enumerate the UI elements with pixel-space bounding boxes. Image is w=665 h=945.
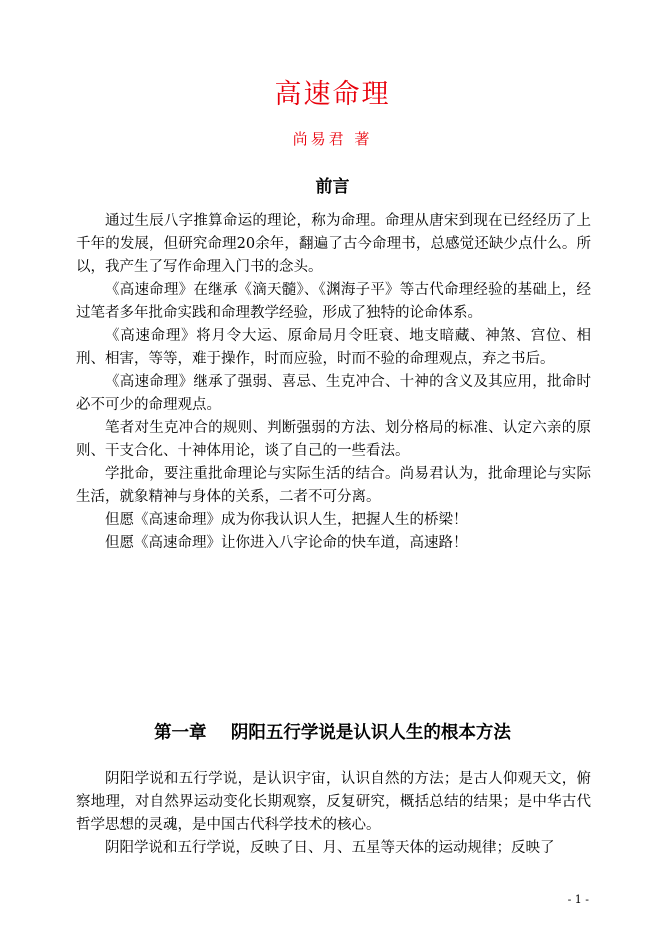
preface-paragraph: 通过生辰八字推算命运的理论，称为命理。命理从唐宋到现在已经经历了上千年的发展，但研究命理20余年，翻遍了古今命理书，总感觉还缺少点什么。所以，我产生了写作命理入门书的念头。 <box>76 213 591 275</box>
page-number: - 1 - <box>567 893 589 906</box>
author-line: 尚易君 著 <box>292 130 373 148</box>
preface-heading: 前言 <box>315 177 350 197</box>
chapter-paragraph: 阴阳学说和五行学说，反映了日、月、五星等天体的运动规律；反映了 <box>105 840 555 856</box>
preface-paragraph: 但愿《高速命理》成为你我认识人生，把握人生的桥梁！ <box>105 512 468 528</box>
chapter-heading: 第一章 阴阳五行学说是认识人生的根本方法 <box>154 723 511 743</box>
preface-paragraph: 学批命，要注重批命理论与实际生活的结合。尚易君认为，批命理论与实际生活，就象精神与身体的关系，二者不可分离。 <box>76 466 591 505</box>
preface-paragraph: 《高速命理》继承了强弱、喜忌、生克冲合、十神的含义及其应用，批命时必不可少的命理观点。 <box>76 374 591 413</box>
preface-paragraph: 但愿《高速命理》让你进入八字论命的快车道，高速路！ <box>105 535 468 551</box>
preface-body <box>76 210 591 555</box>
preface-paragraph: 《高速命理》在继承《滴天髓》、《渊海子平》等古代命理经验的基础上，经过笔者多年批命实践和命理教学经验，形成了独特的论命体系。 <box>76 282 591 321</box>
chapter-body <box>76 768 591 860</box>
preface-paragraph: 《高速命理》将月令大运、原命局月令旺衰、地支暗藏、神煞、宫位、相刑、相害，等等，难于操作，时而应验，时而不验的命理观点，弃之书后。 <box>76 328 591 367</box>
preface-paragraph: 笔者对生克冲合的规则、判断强弱的方法、划分格局的标准、认定六亲的原则、干支合化、十神体用论，谈了自己的一些看法。 <box>76 420 591 459</box>
chapter-paragraph: 阴阳学说和五行学说，是认识宇宙，认识自然的方法；是古人仰观天文，俯察地理，对自然界运动变化长期观察，反复研究，概括总结的结果；是中华古代哲学思想的灵魂，是中国古代科学技术的核心。 <box>76 771 591 833</box>
book-title: 高速命理 <box>274 79 391 110</box>
